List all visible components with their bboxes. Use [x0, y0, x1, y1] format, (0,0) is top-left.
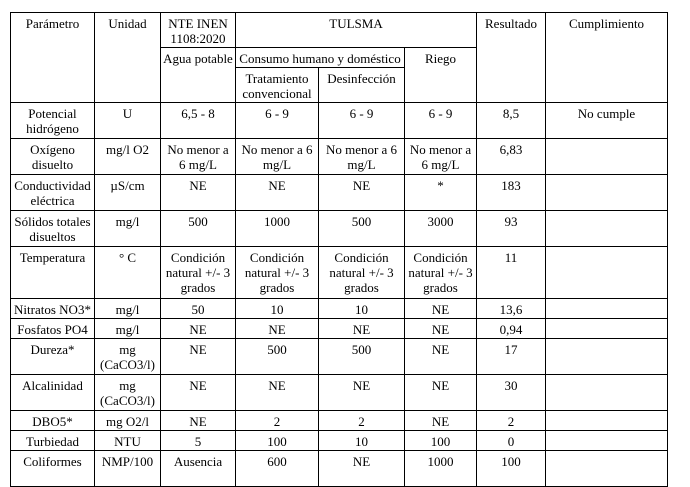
- cell-tratamiento: No menor a 6 mg/L: [236, 139, 319, 175]
- cell-resultado: 0: [477, 431, 546, 451]
- cell-resultado: 17: [477, 339, 546, 375]
- cell-resultado: 93: [477, 211, 546, 247]
- table-row: [11, 411, 668, 431]
- cell-riego: Condición natural +/- 3 grados: [405, 247, 477, 299]
- cell-nte: 500: [161, 211, 236, 247]
- cell-desinfeccion: Condición natural +/- 3 grados: [319, 247, 405, 299]
- cell-riego: NE: [405, 339, 477, 375]
- table-row: [11, 299, 668, 319]
- cell-tratamiento: Condición natural +/- 3 grados: [236, 247, 319, 299]
- cell-parametro: Dureza*: [11, 339, 95, 375]
- cell-cumplimiento: [546, 431, 668, 451]
- cell-nte: NE: [161, 375, 236, 411]
- cell-parametro: Alcalinidad: [11, 375, 95, 411]
- cell-tratamiento: 100: [236, 431, 319, 451]
- water-quality-table: [10, 12, 668, 487]
- header-desinfeccion: Desinfección: [319, 68, 405, 103]
- table-row: [11, 451, 668, 487]
- cell-unidad: ° C: [95, 247, 161, 299]
- cell-cumplimiento: [546, 411, 668, 431]
- cell-unidad: mg/l O2: [95, 139, 161, 175]
- cell-nte: NE: [161, 411, 236, 431]
- cell-cumplimiento: No cumple: [546, 103, 668, 139]
- cell-desinfeccion: NE: [319, 375, 405, 411]
- cell-tratamiento: 6 - 9: [236, 103, 319, 139]
- cell-parametro: Turbiedad: [11, 431, 95, 451]
- cell-cumplimiento: [546, 299, 668, 319]
- cell-cumplimiento: [546, 375, 668, 411]
- cell-riego: 100: [405, 431, 477, 451]
- table-row: [11, 211, 668, 247]
- header-riego: Riego: [405, 48, 477, 103]
- cell-parametro: Temperatura: [11, 247, 95, 299]
- header-row-1: [11, 13, 668, 48]
- cell-riego: 3000: [405, 211, 477, 247]
- cell-unidad: NMP/100: [95, 451, 161, 487]
- cell-desinfeccion: 10: [319, 299, 405, 319]
- table-row: [11, 431, 668, 451]
- cell-desinfeccion: 500: [319, 211, 405, 247]
- cell-parametro: Coliformes: [11, 451, 95, 487]
- header-parametro: Parámetro: [11, 13, 95, 103]
- cell-cumplimiento: [546, 139, 668, 175]
- header-tulsma: TULSMA: [236, 13, 477, 48]
- cell-tratamiento: 10: [236, 299, 319, 319]
- table-row: [11, 319, 668, 339]
- cell-riego: *: [405, 175, 477, 211]
- header-unidad: Unidad: [95, 13, 161, 103]
- table-row: [11, 247, 668, 299]
- cell-nte: 6,5 - 8: [161, 103, 236, 139]
- cell-resultado: 8,5: [477, 103, 546, 139]
- cell-parametro: Conductividad eléctrica: [11, 175, 95, 211]
- cell-cumplimiento: [546, 247, 668, 299]
- cell-cumplimiento: [546, 211, 668, 247]
- cell-desinfeccion: 6 - 9: [319, 103, 405, 139]
- document-page: [10, 12, 668, 487]
- cell-tratamiento: NE: [236, 375, 319, 411]
- cell-nte: Ausencia: [161, 451, 236, 487]
- cell-nte: Condición natural +/- 3 grados: [161, 247, 236, 299]
- cell-unidad: mg O2/l: [95, 411, 161, 431]
- cell-nte: 5: [161, 431, 236, 451]
- cell-riego: No menor a 6 mg/L: [405, 139, 477, 175]
- cell-desinfeccion: 10: [319, 431, 405, 451]
- cell-parametro: Potencial hidrógeno: [11, 103, 95, 139]
- table-row: [11, 139, 668, 175]
- cell-parametro: Sólidos totales disueltos: [11, 211, 95, 247]
- cell-unidad: mg (CaCO3/l): [95, 339, 161, 375]
- table-row: [11, 175, 668, 211]
- cell-resultado: 183: [477, 175, 546, 211]
- cell-nte: NE: [161, 319, 236, 339]
- cell-desinfeccion: 2: [319, 411, 405, 431]
- cell-tratamiento: 500: [236, 339, 319, 375]
- header-agua-potable: Agua potable: [161, 48, 236, 103]
- cell-unidad: U: [95, 103, 161, 139]
- cell-desinfeccion: NE: [319, 319, 405, 339]
- cell-parametro: Oxígeno disuelto: [11, 139, 95, 175]
- cell-resultado: 100: [477, 451, 546, 487]
- cell-tratamiento: 2: [236, 411, 319, 431]
- cell-unidad: NTU: [95, 431, 161, 451]
- header-nte: NTE INEN 1108:2020: [161, 13, 236, 48]
- cell-desinfeccion: NE: [319, 175, 405, 211]
- cell-resultado: 6,83: [477, 139, 546, 175]
- table-row: [11, 103, 668, 139]
- cell-desinfeccion: 500: [319, 339, 405, 375]
- cell-tratamiento: 1000: [236, 211, 319, 247]
- cell-parametro: DBO5*: [11, 411, 95, 431]
- header-cumplimiento: Cumplimiento: [546, 13, 668, 103]
- cell-nte: 50: [161, 299, 236, 319]
- cell-unidad: mg (CaCO3/l): [95, 375, 161, 411]
- cell-riego: NE: [405, 319, 477, 339]
- cell-parametro: Fosfatos PO4: [11, 319, 95, 339]
- table-row: [11, 375, 668, 411]
- cell-nte: NE: [161, 339, 236, 375]
- header-resultado: Resultado: [477, 13, 546, 103]
- cell-cumplimiento: [546, 451, 668, 487]
- cell-cumplimiento: [546, 339, 668, 375]
- cell-resultado: 0,94: [477, 319, 546, 339]
- cell-desinfeccion: No menor a 6 mg/L: [319, 139, 405, 175]
- cell-nte: NE: [161, 175, 236, 211]
- cell-tratamiento: 600: [236, 451, 319, 487]
- table-row: [11, 339, 668, 375]
- cell-unidad: mg/l: [95, 299, 161, 319]
- cell-resultado: 13,6: [477, 299, 546, 319]
- cell-unidad: µS/cm: [95, 175, 161, 211]
- cell-unidad: mg/l: [95, 319, 161, 339]
- header-consumo: Consumo humano y doméstico: [236, 48, 405, 68]
- header-tratamiento: Tratamiento convencional: [236, 68, 319, 103]
- cell-riego: 1000: [405, 451, 477, 487]
- cell-riego: NE: [405, 299, 477, 319]
- cell-riego: NE: [405, 375, 477, 411]
- cell-cumplimiento: [546, 175, 668, 211]
- cell-desinfeccion: NE: [319, 451, 405, 487]
- cell-riego: NE: [405, 411, 477, 431]
- cell-unidad: mg/l: [95, 211, 161, 247]
- cell-resultado: 2: [477, 411, 546, 431]
- cell-riego: 6 - 9: [405, 103, 477, 139]
- cell-cumplimiento: [546, 319, 668, 339]
- cell-resultado: 11: [477, 247, 546, 299]
- cell-tratamiento: NE: [236, 175, 319, 211]
- cell-tratamiento: NE: [236, 319, 319, 339]
- cell-parametro: Nitratos NO3*: [11, 299, 95, 319]
- cell-resultado: 30: [477, 375, 546, 411]
- cell-nte: No menor a 6 mg/L: [161, 139, 236, 175]
